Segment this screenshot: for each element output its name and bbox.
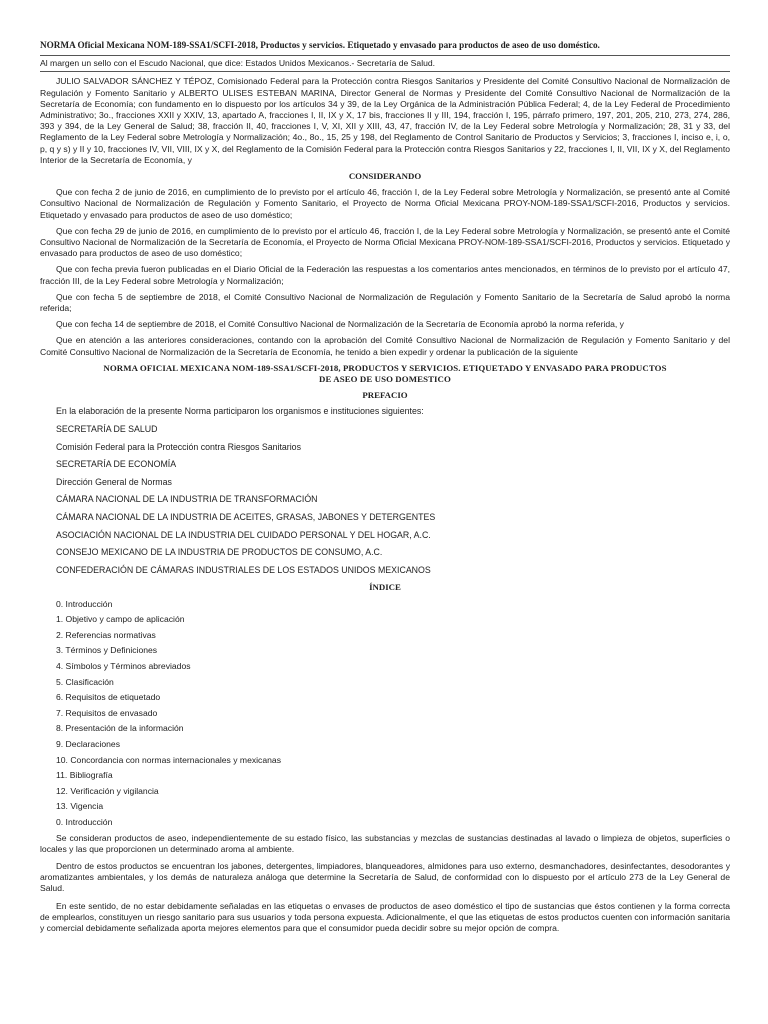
indice-list <box>40 599 730 813</box>
norma-heading: NORMA OFICIAL MEXICANA NOM-189-SSA1/SCFI-2018, PRODUCTOS Y SERVICIOS. ETIQUETADO Y ENVASADO PARA PRODUCTOS DE ASEO DE USO DOMESTICO <box>103 362 667 385</box>
organismo-item: CÁMARA NACIONAL DE LA INDUSTRIA DE TRANSFORMACIÓN <box>56 494 318 505</box>
organismos-list <box>40 424 730 576</box>
organismo-item: SECRETARÍA DE ECONOMÍA <box>56 459 177 470</box>
considerando-paragraph: Que con fecha 2 de junio de 2016, en cumplimiento de lo previsto por el artículo 46, fracción I, de la Ley Federal sobre Metrología y Normalización, se presentó ante al Comité Consultivo Nacional de Normalización de Regulación y Fomento Sanitario, el Proyecto de Norma Oficial Mexicana PROY-NOM-189-SSA1/SCFI-2016, Productos y servicios. Etiquetado y envasado para productos de aseo de uso doméstico; <box>40 187 730 220</box>
organismo-item: Dirección General de Normas <box>56 476 172 487</box>
indice-item: 9. Declaraciones <box>56 738 121 749</box>
indice-item: 6. Requisitos de etiquetado <box>56 692 161 703</box>
indice-item: 5. Clasificación <box>56 676 114 687</box>
introduccion-paragraph: Dentro de estos productos se encuentran los jabones, detergentes, limpiadores, blanqueadores, almidones para uso externo, desmanchadores, desinfectantes, desodorantes y aromatizantes ambientales, y los demás de naturaleza análoga que determine la Secretaría de Salud, de conformidad con lo dispuesto por el artículo 273 de la Ley General de Salud. <box>40 860 730 894</box>
indice-item: 4. Símbolos y Términos abreviados <box>56 661 191 671</box>
margin-note: Al margen un sello con el Escudo Nacional, que dice: Estados Unidos Mexicanos.- Secretaría de Salud. <box>40 58 730 72</box>
indice-heading: ÍNDICE <box>369 582 401 593</box>
indice-item: 10. Concordancia con normas internacionales y mexicanas <box>56 754 281 765</box>
organismo-item: CONSEJO MEXICANO DE LA INDUSTRIA DE PRODUCTOS DE CONSUMO, A.C. <box>56 547 383 558</box>
opening-paragraph: JULIO SALVADOR SÁNCHEZ Y TÉPOZ, Comisionado Federal para la Protección contra Riesgos Sanitarios y Presidente del Comité Consultivo Nacional de Normalización de Regulación y Fomento Sanitario y ALBERTO ULISES ESTEBAN MARINA, Director General de Normas y Presidente del Comité Consultivo Nacional de Normalización de la Secretaría de Economía; con fundamento en lo dispuesto por los artículos 34 y 39, de la Ley Orgánica de la Administración Pública Federal; 4, de la Ley Federal de Procedimiento Administrativo; 3o., fracciones XXII y XXIV, 13, apartado A, fracciones I, II, IX y X, 17 bis, fracciones II y III, 194, fracción I, 195, párrafo primero, 197, 201, 205, 210, 273, 274, 286, 393 y 394, de la Ley General de Salud; 38, fracción II, 40, fracciones I, V, XI, XII y XIII, 43, 47, fracción IV, de la Ley Federal sobre Metrología y Normalización; 28, 31 y 33, del Reglamento de la Ley Federal sobre Metrología y Normalización; 4o., 8o., 15, 25 y 198, del Reglamento de Control Sanitario de Productos y Servicios; 3, fracciones I, inciso e, i, o, p, q y s) y II y 10, fracciones IV, VII, VIII, IX y X, del Reglamento de la Comisión Federal para la Protección contra Riesgos Sanitarios y 22, fracciones I, II, VII, IX y X, del Reglamento Interior de la Secretaría de Economía, y <box>40 76 730 165</box>
considerando-paragraph: Que con fecha 29 de junio de 2016, en cumplimiento de lo previsto por el artículo 46, fracción I, de la Ley Federal sobre Metrología y Normalización, se presentó ante el Comité Consultivo Nacional de Normalización de la Secretaría de Economía, el Proyecto de Norma Oficial Mexicana PROY-NOM-189-SSA1/SCFI-2016, Productos y servicios. Etiquetado y envasado para productos de aseo de uso doméstico; <box>40 225 730 259</box>
organismo-item: SECRETARÍA DE SALUD <box>56 424 158 435</box>
introduccion-paragraph: En este sentido, de no estar debidamente señaladas en las etiquetas o envases de productos de aseo doméstico el tipo de sustancias que éstos contienen y la forma correcta de emplearlos, constituyen un riesgo sanitario para sus usuarios y toda persona expuesta. Adicionalmente, el que las etiquetas de estos productos cuenten con información sanitaria y comercial debidamente señalizada aporta mejores elementos para que el consumidor pueda decidir sobre su mejor opción de compra. <box>40 900 730 933</box>
indice-item: 7. Requisitos de envasado <box>56 707 158 718</box>
prefacio-intro: En la elaboración de la presente Norma participaron los organismos e instituciones siguientes: <box>56 406 424 417</box>
document-title: NORMA Oficial Mexicana NOM-189-SSA1/SCFI-2018, Productos y servicios. Etiquetado y envasado para productos de aseo de uso doméstico. <box>40 40 730 56</box>
considerando-section <box>40 187 730 358</box>
considerando-paragraph: Que en atención a las anteriores consideraciones, contando con la aprobación del Comité Consultivo Nacional de Normalización de Regulación y Fomento Sanitario y del Comité Consultivo Nacional de Normalización de la Secretaría de Economía, he tenido a bien expedir y ordenar la publicación de la siguiente <box>40 335 730 357</box>
organismo-item: ASOCIACIÓN NACIONAL DE LA INDUSTRIA DEL CUIDADO PERSONAL Y DEL HOGAR, A.C. <box>56 529 431 540</box>
considerando-paragraph: Que con fecha 5 de septiembre de 2018, el Comité Consultivo Nacional de Normalización de Regulación y Fomento Sanitario de la Secretaría de Salud aprobó la norma referida; <box>40 291 730 314</box>
indice-item: 11. Bibliografía <box>56 770 113 781</box>
organismo-item: CONFEDERACIÓN DE CÁMARAS INDUSTRIALES DE LOS ESTADOS UNIDOS MEXICANOS <box>56 564 431 575</box>
organismo-item: Comisión Federal para la Protección contra Riesgos Sanitarios <box>56 441 301 452</box>
document-page <box>40 40 730 940</box>
considerando-paragraph: Que con fecha previa fueron publicadas en el Diario Oficial de la Federación las respuestas a los comentarios antes mencionados, en términos de lo previsto por el artículo 47, fracción III, de la Ley Federal sobre Metrología y Normalización; <box>40 264 730 286</box>
introduccion-heading: 0. Introducción <box>56 816 113 827</box>
indice-item: 8. Presentación de la información <box>56 723 184 734</box>
considerando-paragraph: Que con fecha 14 de septiembre de 2018, el Comité Consultivo Nacional de Normalización de la Secretaría de Economía aprobó la norma referida, y <box>56 319 624 330</box>
introduccion-section <box>40 833 730 935</box>
indice-item: 1. Objetivo y campo de aplicación <box>56 614 185 625</box>
organismo-item: CÁMARA NACIONAL DE LA INDUSTRIA DE ACEITES, GRASAS, JABONES Y DETERGENTES <box>56 512 436 523</box>
indice-item: 0. Introducción <box>56 598 113 609</box>
indice-item: 3. Términos y Definiciones <box>56 645 158 656</box>
considerando-heading: CONSIDERANDO <box>348 171 422 182</box>
indice-item: 2. Referencias normativas <box>56 629 156 640</box>
indice-item: 13. Vigencia <box>56 801 104 812</box>
prefacio-heading: PREFACIO <box>362 390 408 401</box>
introduccion-paragraph: Se consideran productos de aseo, independientemente de su estado físico, las substancias y mezclas de sustancias destinadas al lavado o limpieza de objetos, superficies o locales y las que proporcionen un determinado aroma al ambiente. <box>40 832 730 854</box>
indice-item: 12. Verificación y vigilancia <box>56 785 159 796</box>
